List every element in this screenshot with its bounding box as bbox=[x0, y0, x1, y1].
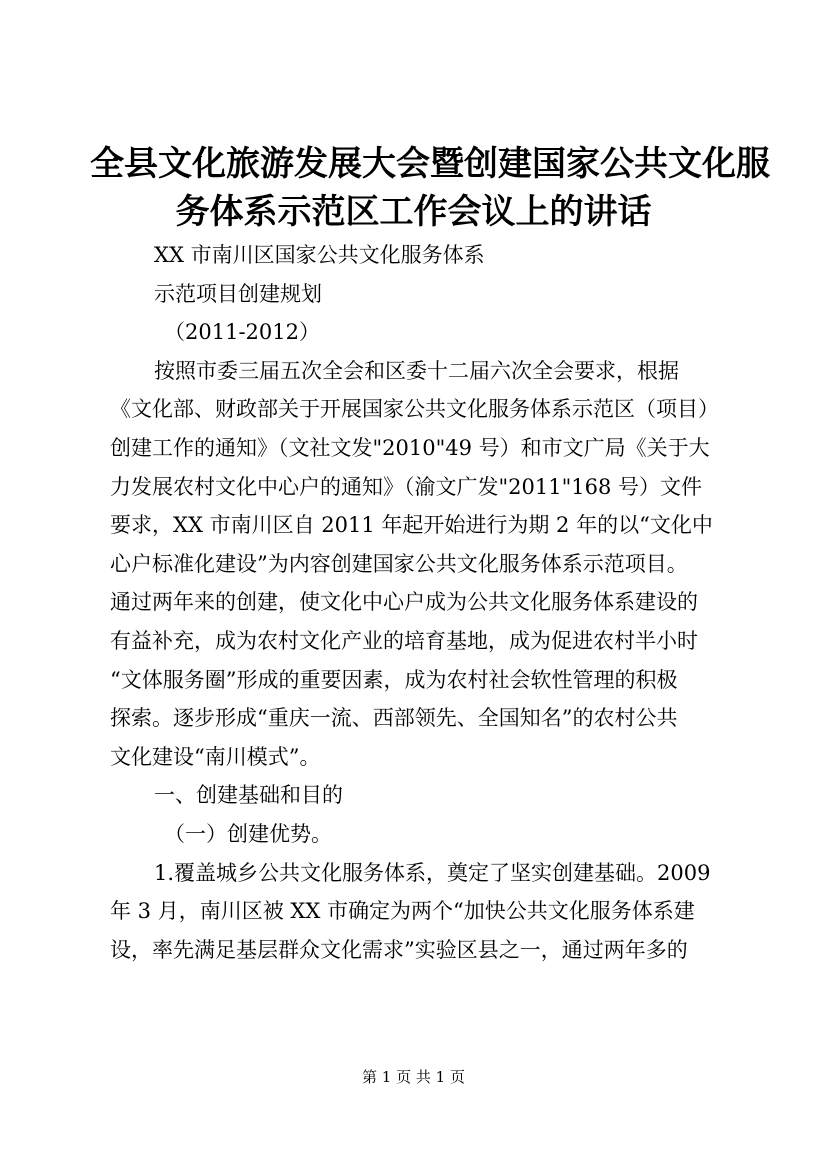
paragraph-line: 心户标准化建设”为内容创建国家公共文化服务体系示范项目。 bbox=[110, 551, 688, 576]
paragraph-line: 要求，XX 市南川区自 2011 年起开始进行为期 2 年的以“文化中 bbox=[110, 513, 713, 538]
subtitle-line-1: XX 市南川区国家公共文化服务体系 bbox=[154, 243, 485, 267]
paragraph-line: “文体服务圈”形成的重要因素，成为农村社会软性管理的积极 bbox=[110, 667, 678, 692]
document-body bbox=[110, 236, 738, 969]
subtitle-period: （2011-2012） bbox=[164, 320, 320, 345]
paragraph-line: 年 3 月，南川区被 XX 市确定为两个“加快公共文化服务体系建 bbox=[110, 899, 695, 924]
paragraph-line: 设，率先满足基层群众文化需求”实验区县之一，通过两年多的 bbox=[110, 937, 688, 962]
paragraph-line: 《文化部、财政部关于开展国家公共文化服务体系示范区（项目） bbox=[110, 397, 719, 422]
paragraph-line: 按照市委三届五次全会和区委十二届六次全会要求，根据 bbox=[154, 358, 679, 383]
paragraph-line: 文化建设“南川模式”。 bbox=[110, 744, 321, 769]
paragraph-line: 创建工作的通知》（文社文发"2010"49 号）和市文广局《关于大 bbox=[110, 435, 710, 460]
section-heading: 一、创建基础和目的 bbox=[154, 783, 343, 808]
page-footer: 第 1 页 共 1 页 bbox=[362, 1068, 465, 1086]
paragraph-line: 1.覆盖城乡公共文化服务体系，奠定了坚实创建基础。2009 bbox=[154, 860, 711, 885]
title-line-1: 全县文化旅游发展大会暨创建国家公共文化服 bbox=[90, 144, 770, 184]
subtitle-line-2: 示范项目创建规划 bbox=[154, 281, 322, 306]
document-title bbox=[90, 140, 770, 236]
paragraph-line: 探索。逐步形成“重庆一流、西部领先、全国知名”的农村公共 bbox=[110, 706, 678, 731]
paragraph-line: 力发展农村文化中心户的通知》（渝文广发"2011"168 号）文件 bbox=[110, 474, 703, 499]
paragraph-line: 通过两年来的创建，使文化中心户成为公共文化服务体系建设的 bbox=[110, 590, 698, 615]
paragraph-line: 有益补充，成为农村文化产业的培育基地，成为促进农村半小时 bbox=[110, 628, 698, 653]
title-line-2: 务体系示范区工作会议上的讲话 bbox=[175, 192, 652, 232]
subsection-heading: （一）创建优势。 bbox=[164, 821, 332, 846]
